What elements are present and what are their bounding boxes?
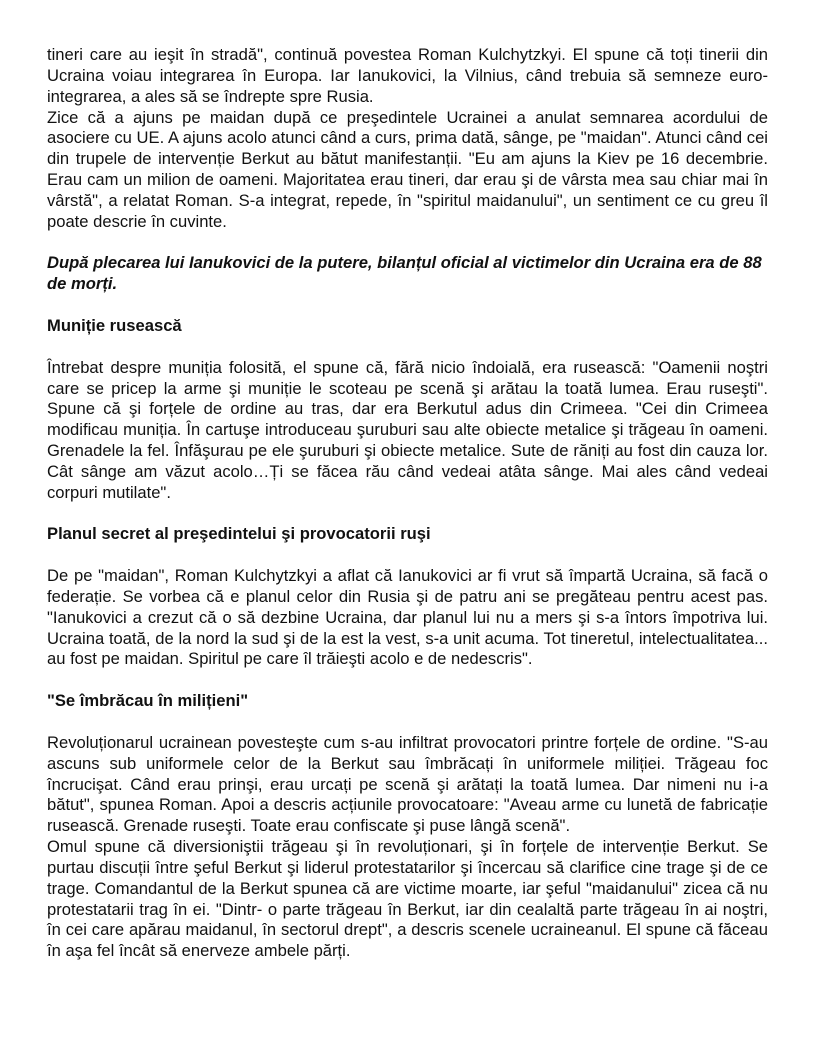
body-paragraph: tineri care au ieşit în stradă", continuă povestea Roman Kulchytzkyi. El spune că toți tinerii din Ucraina voiau integrarea în Europa. Iar Ianukovici, la Vilnius, când trebuia să semneze euro-integrarea, a ales să se îndrepte spre Rusia. bbox=[47, 45, 768, 106]
document-page bbox=[47, 45, 768, 962]
section-heading: Planul secret al preşedintelui şi provocatorii ruşi bbox=[47, 524, 431, 544]
section-heading: "Se îmbrăcau în milițieni" bbox=[47, 691, 249, 711]
section-heading: Muniție rusească bbox=[47, 315, 182, 335]
body-paragraph: De pe "maidan", Roman Kulchytzkyi a aflat că Ianukovici ar fi vrut să împartă Ucraina, să facă o federație. Se vorbea că e planul celor din Rusia şi de patru ani se pregăteau pentru acest pas. "Ianukovici a crezut că o să dezbine Ucraina, dar planul lui nu a mers şi s-a întors împotriva lui. Ucraina toată, de la nord la sud şi de la est la vest, s-a unit acuma. Tot tineretul, intelectualitatea... au fost pe maidan. Spiritul pe care îl trăieşti acolo e de nedescris". bbox=[47, 566, 768, 669]
body-paragraph: Revoluționarul ucrainean povesteşte cum s-au infiltrat provocatori printre forțele de ordine. "S-au ascuns sub uniformele celor de la Berkut sau îmbrăcați în uniformele miliției. Trăgeau foc încrucişat. Când erau prinşi, erau urcați pe scenă şi arătați la toată lumea. Dar nimeni nu i-a bătut", spunea Roman. Apoi a descris acțiunile provocatoare: "Aveau arme cu lunetă de fabricație rusească. Grenade ruseşti. Toate erau confiscate şi puse lângă scenă". bbox=[47, 732, 768, 836]
spacer bbox=[47, 504, 768, 525]
spacer bbox=[47, 233, 768, 254]
spacer bbox=[47, 295, 768, 316]
spacer bbox=[47, 545, 768, 566]
spacer bbox=[47, 337, 768, 358]
spacer bbox=[47, 712, 768, 733]
body-paragraph: Omul spune că diversioniştii trăgeau şi în revoluționari, şi în forțele de intervenție Berkut. Se purtau discuții între şeful Berkut şi liderul protestatarilor şi încercau să clarifice cine trage şi de ce trage. Comandantul de la Berkut spunea că are victime moarte, iar şeful "maidanului" zicea că nu protestatarii trag în ei. "Dintr- o parte trăgeau în Berkut, iar din cealaltă parte trăgeau în ai noştri, în cei care apărau maidanul, în sectorul drept", a descris scenele ucraineanul. El spune că făceau în aşa fel încât să enerveze ambele părți. bbox=[47, 837, 768, 961]
body-paragraph: Întrebat despre muniția folosită, el spune că, fără nicio îndoială, era rusească: "Oamenii noştri care se pricep la arme şi muniție le scoteau pe scenă şi arătau la toată lumea. Erau ruseşti". Spune că şi forțele de ordine au tras, dar era Berkutul adus din Crimeea. "Cei din Crimeea modificau muniția. În cartuşe introduceau şuruburi sau alte obiecte metalice şi trăgeau în oameni. Grenadele la fel. Înfăşurau pe ele şuruburi şi obiecte metalice. Sute de răniți au fost din cauza lor. Cât sânge am văzut acolo…Ți se făcea rău când vedeai atâta sânge. Mai ales când vedeai corpuri mutilate". bbox=[47, 357, 768, 502]
body-paragraph: Zice că a ajuns pe maidan după ce preşedintele Ucrainei a anulat semnarea acordului de asociere cu UE. A ajuns acolo atunci când a curs, prima dată, sânge, pe "maidan". Atunci când cei din trupele de intervenție Berkut au bătut manifestanții. "Eu am ajuns la Kiev pe 16 decembrie. Erau cam un milion de oameni. Majoritatea erau tineri, dar erau şi de vârsta mea sau chiar mai în vârstă", a relatat Roman. S-a integrat, repede, în "spiritul maidanului", un sentiment ce cu greu îl poate descrie în cuvinte. bbox=[47, 107, 768, 231]
lead-paragraph: După plecarea lui Ianukovici de la putere, bilanțul oficial al victimelor din Ucraina era de 88 de morți. bbox=[47, 253, 762, 294]
spacer bbox=[47, 670, 768, 691]
